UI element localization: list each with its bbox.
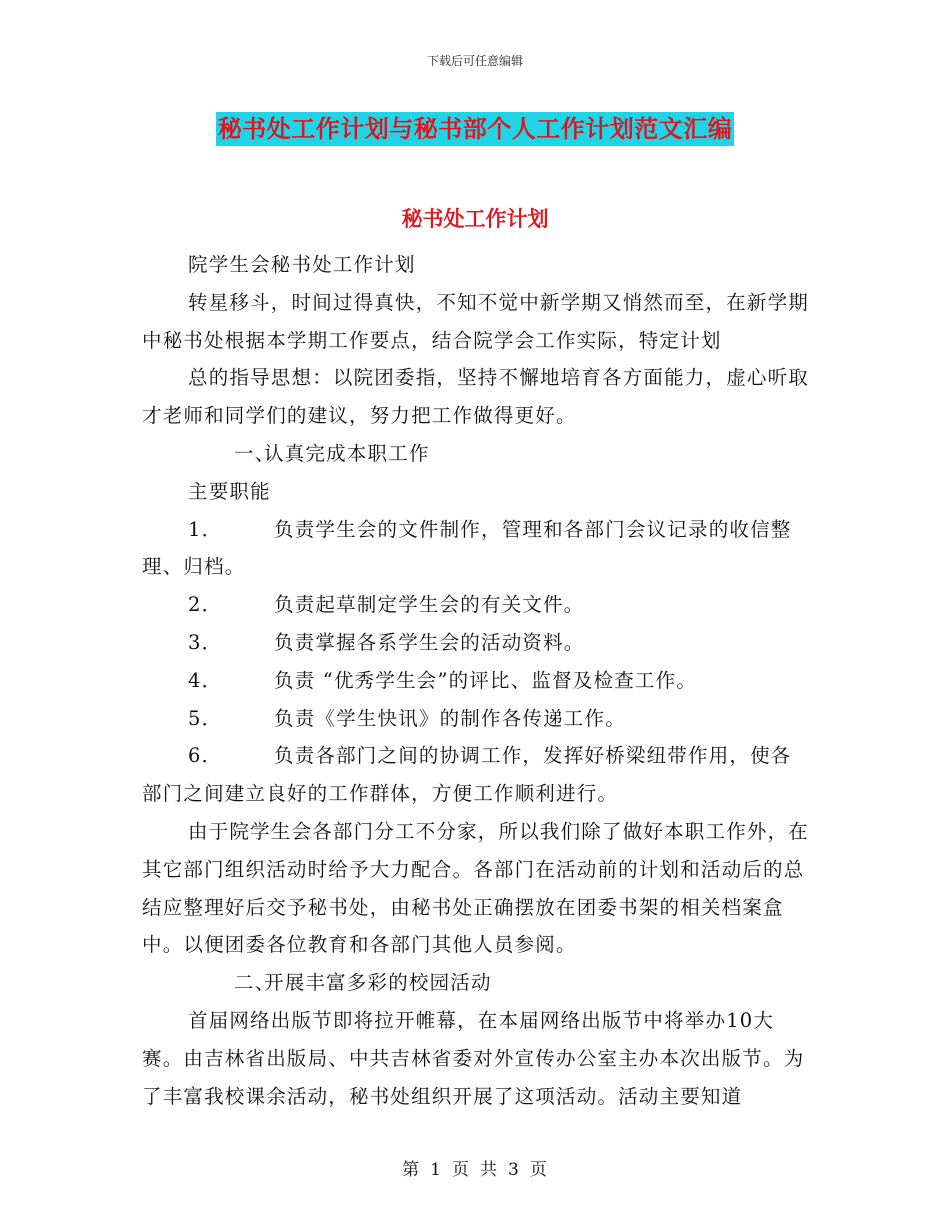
document-body: [142, 246, 812, 1115]
section-heading-text: 认真完成本职工作: [264, 441, 430, 465]
list-text: 负责各部门之间的协调工作，发挥好桥梁纽带作用，使各部门之间建立良好的工作群体，方便工作顺利进行。: [142, 744, 792, 806]
footer-label: 页: [452, 1160, 470, 1180]
list-number: 6．: [188, 744, 223, 768]
section-heading-text: 开展丰富多彩的校园活动: [264, 971, 492, 995]
list-item: [142, 700, 812, 738]
footer-label: 共: [480, 1160, 498, 1180]
list-text: 负责学生会的文件制作，管理和各部门会议记录的收信整理、归档。: [142, 517, 792, 579]
list-item: [142, 624, 812, 662]
list-text: 负责《学生快讯》的制作各传递工作。: [274, 706, 626, 730]
list-text: 负责起草制定学生会的有关文件。: [274, 593, 585, 617]
section-number: 一、: [234, 441, 276, 465]
list-item: [142, 737, 812, 813]
paragraph: 转星移斗，时间过得真快，不知不觉中新学期又悄然而至，在新学期中秘书处根据本学期工作要点，结合院学会工作实际，特定计划: [142, 290, 810, 352]
document-title: 秘书处工作计划与秘书部个人工作计划范文汇编: [216, 112, 735, 146]
paragraph: 首届网络出版节即将拉开帷幕，在本届网络出版节中将举办10大赛。由吉林省出版局、中共吉林省委对外宣传办公室主办本次出版节。为了丰富我校课余活动，秘书处组织开展了这项活动。活动主要知道: [142, 1008, 805, 1108]
paragraph: 总的指导思想：以院团委指，坚持不懈地培育各方面能力，虚心听取才老师和同学们的建议，努力把工作做得更好。: [142, 366, 810, 428]
list-text: 负责 “优秀学生会”的评比、监督及检查工作。: [274, 668, 698, 692]
page-total: 3: [508, 1160, 520, 1180]
footer-label: 页: [529, 1160, 548, 1180]
list-item: [142, 662, 812, 700]
list-number: 5．: [188, 706, 223, 730]
paragraph: 由于院学生会各部门分工不分家，所以我们除了做好本职工作外，在其它部门组织活动时给予大力配合。各部门在活动前的计划和活动后的总结应整理好后交予秘书处，由秘书处正确摆放在团委书架的相关档案盒中。以便团委各位教育和各部门其他人员参阅。: [142, 819, 810, 957]
paragraph: 主要职能: [188, 479, 271, 503]
list-number: 3．: [188, 630, 223, 654]
page-footer: [0, 1155, 950, 1180]
list-number: 4．: [188, 668, 223, 692]
page-header: 下载后可任意编辑: [426, 54, 523, 68]
section-number: 二、: [234, 971, 276, 995]
list-item: [142, 511, 812, 587]
section-heading-2: [142, 964, 812, 1002]
section-heading-1: [142, 435, 812, 473]
list-item: [142, 586, 812, 624]
page-current: 1: [430, 1160, 442, 1180]
list-text: 负责掌握各系学生会的活动资料。: [274, 630, 585, 654]
section-title: 秘书处工作计划: [401, 206, 549, 231]
footer-label: 第: [402, 1160, 421, 1180]
document-title-wrap: [0, 112, 950, 146]
list-number: 1．: [188, 517, 223, 541]
paragraph: 院学生会秘书处工作计划: [188, 253, 416, 276]
list-number: 2．: [188, 593, 223, 617]
